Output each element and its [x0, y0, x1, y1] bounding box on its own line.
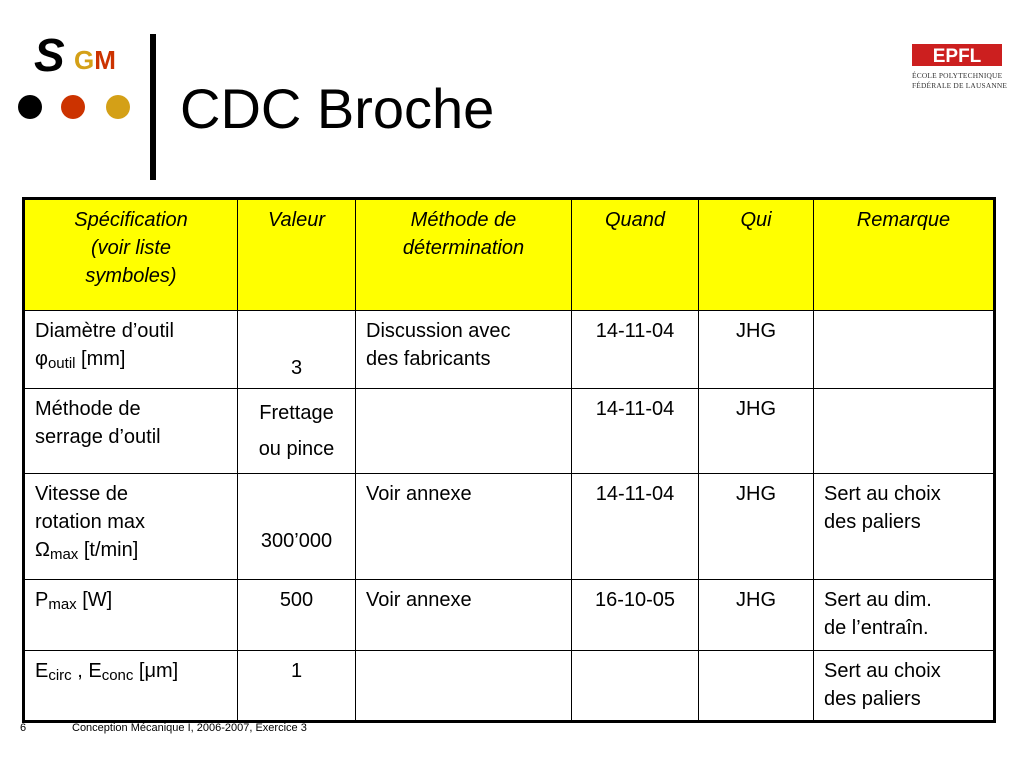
- cell-remarque: Sert au choix des paliers: [814, 651, 995, 722]
- header-quand: Quand: [572, 199, 699, 311]
- sgm-logo: [18, 30, 143, 130]
- logo-dot-red: [61, 95, 85, 119]
- cell-remarque: Sert au dim. de l’entraîn.: [814, 580, 995, 651]
- cell-qui: JHG: [699, 580, 814, 651]
- svg-text:EPFL: EPFL: [932, 46, 982, 66]
- phi-symbol: φ: [35, 348, 48, 370]
- table-header-row: [24, 199, 995, 311]
- table-row: [24, 474, 995, 580]
- logo-dot-gold: [106, 95, 130, 119]
- cell-methode: [356, 389, 572, 474]
- table-row: [24, 651, 995, 722]
- header-methode: Méthode de détermination: [356, 199, 572, 311]
- header-specification: Spécification (voir liste symboles): [24, 199, 238, 311]
- cell-methode: Voir annexe: [356, 474, 572, 580]
- header-valeur: Valeur: [238, 199, 356, 311]
- logo-letter-g: G: [74, 45, 95, 75]
- cell-valeur: 3: [238, 311, 356, 389]
- cell-quand: 14-11-04: [572, 389, 699, 474]
- epfl-line-2: FÉDÉRALE DE LAUSANNE: [912, 81, 1008, 90]
- cell-remarque: [814, 311, 995, 389]
- cell-methode: Voir annexe: [356, 580, 572, 651]
- logo-letter-m: M: [94, 45, 116, 75]
- cell-qui: JHG: [699, 474, 814, 580]
- cell-quand: [572, 651, 699, 722]
- table-row: [24, 311, 995, 389]
- cell-specification: Vitesse de rotation max Ωmax [t/min]: [24, 474, 238, 580]
- logo-dot-black: [18, 95, 42, 119]
- cell-remarque: [814, 389, 995, 474]
- cell-quand: 14-11-04: [572, 474, 699, 580]
- epfl-logo-mark: [912, 44, 1002, 66]
- header-qui: Qui: [699, 199, 814, 311]
- table-row: [24, 389, 995, 474]
- cell-specification: Diamètre d’outil φoutil [mm]: [24, 311, 238, 389]
- cell-remarque: Sert au choix des paliers: [814, 474, 995, 580]
- cell-specification: Ecirc , Econc [μm]: [24, 651, 238, 722]
- cell-qui: [699, 651, 814, 722]
- omega-symbol: Ω: [35, 539, 50, 561]
- logo-letter-s: S: [34, 29, 65, 81]
- page-number: 6: [20, 722, 27, 734]
- specification-table: [22, 197, 996, 723]
- cell-specification: Pmax [W]: [24, 580, 238, 651]
- cell-quand: 14-11-04: [572, 311, 699, 389]
- logo-letters-gm: [74, 46, 116, 74]
- footer-text: Conception Mécanique I, 2006-2007, Exercice 3: [72, 722, 307, 734]
- cell-valeur: Frettage ou pince: [238, 389, 356, 474]
- cell-methode: [356, 651, 572, 722]
- slide-title: CDC Broche: [180, 77, 495, 140]
- epfl-logo: [912, 44, 1008, 90]
- cell-qui: JHG: [699, 311, 814, 389]
- cell-qui: JHG: [699, 389, 814, 474]
- cell-quand: 16-10-05: [572, 580, 699, 651]
- cell-valeur: 300’000: [238, 474, 356, 580]
- cell-valeur: 1: [238, 651, 356, 722]
- title-divider: [150, 34, 156, 180]
- table-row: [24, 580, 995, 651]
- epfl-line-1: ÉCOLE POLYTECHNIQUE: [912, 71, 1003, 80]
- cell-valeur: 500: [238, 580, 356, 651]
- cell-specification: Méthode de serrage d’outil: [24, 389, 238, 474]
- cell-methode: Discussion avec des fabricants: [356, 311, 572, 389]
- header-remarque: Remarque: [814, 199, 995, 311]
